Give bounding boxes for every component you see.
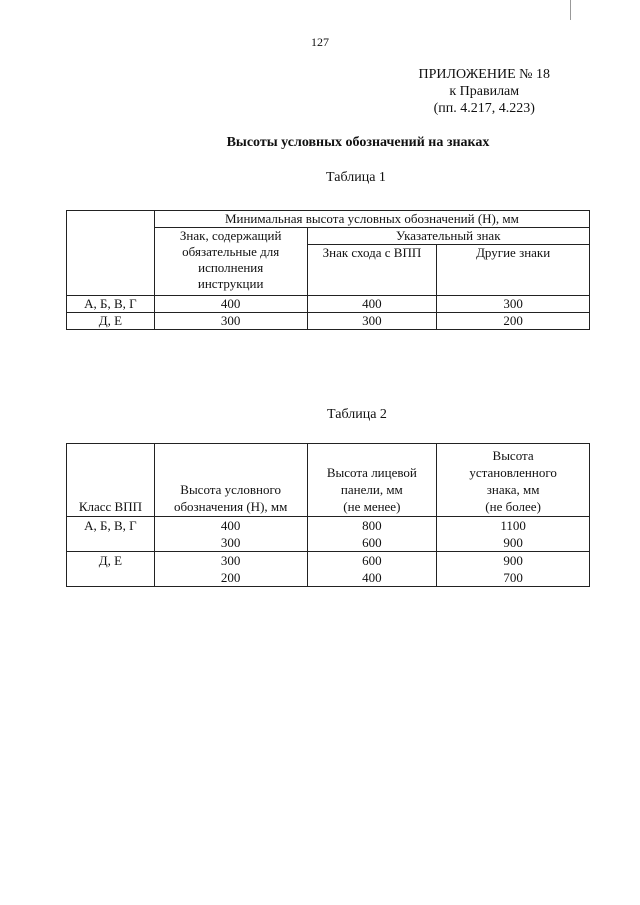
table2-caption: Таблица 2 xyxy=(327,407,387,422)
table1-caption: Таблица 1 xyxy=(326,170,386,185)
document-title: Высоты условных обозначений на знаках xyxy=(226,135,490,150)
table1-value-cell: 300 xyxy=(437,296,590,313)
table-row xyxy=(67,296,590,313)
table2-header-panel: Высота лицевой панели, мм (не менее) xyxy=(307,444,437,517)
table1-value-cell: 300 xyxy=(307,313,437,330)
table1-class-cell: Д, Е xyxy=(67,313,155,330)
table2-header-symbol: Высота условного обозначения (Н), мм xyxy=(154,444,307,517)
table1-value-cell: 200 xyxy=(437,313,590,330)
table1-header-main: Минимальная высота условных обозначений (Н), мм xyxy=(154,211,589,228)
page-number: 127 xyxy=(311,35,329,49)
scan-artifact xyxy=(570,0,571,20)
table1-value-cell: 400 xyxy=(307,296,437,313)
table1-header-exit: Знак схода с ВПП xyxy=(307,245,437,296)
table-row xyxy=(67,313,590,330)
appendix-line-3: (пп. 4.217, 4.223) xyxy=(433,101,535,116)
table2-header-installed: Высота установленного знака, мм (не более) xyxy=(437,444,590,517)
table2-installed-cell: 900 700 xyxy=(437,552,590,587)
table1-header-pointer: Указательный знак xyxy=(307,228,589,245)
table1-header-other: Другие знаки xyxy=(437,245,590,296)
table2-panel-cell: 600 400 xyxy=(307,552,437,587)
table2-header-class: Класс ВПП xyxy=(67,444,155,517)
appendix-line-1: ПРИЛОЖЕНИЕ № 18 xyxy=(418,67,550,82)
table-row xyxy=(67,517,590,552)
table1-corner-cell xyxy=(67,211,155,296)
appendix-line-2: к Правилам xyxy=(449,84,520,99)
table2-installed-cell: 1100 900 xyxy=(437,517,590,552)
appendix-header xyxy=(419,66,551,117)
table1-value-cell: 400 xyxy=(154,296,307,313)
table2-symbol-cell: 300 200 xyxy=(154,552,307,587)
table2-class-cell: А, Б, В, Г xyxy=(67,517,155,552)
table2-symbol-cell: 400 300 xyxy=(154,517,307,552)
table1-value-cell: 300 xyxy=(154,313,307,330)
table-row xyxy=(67,552,590,587)
table-2 xyxy=(66,443,590,587)
table2-class-cell: Д, Е xyxy=(67,552,155,587)
table1-header-mandatory: Знак, содержащий обязательные для исполнения инструкции xyxy=(154,228,307,296)
table-1 xyxy=(66,210,590,330)
table1-class-cell: А, Б, В, Г xyxy=(67,296,155,313)
table2-panel-cell: 800 600 xyxy=(307,517,437,552)
